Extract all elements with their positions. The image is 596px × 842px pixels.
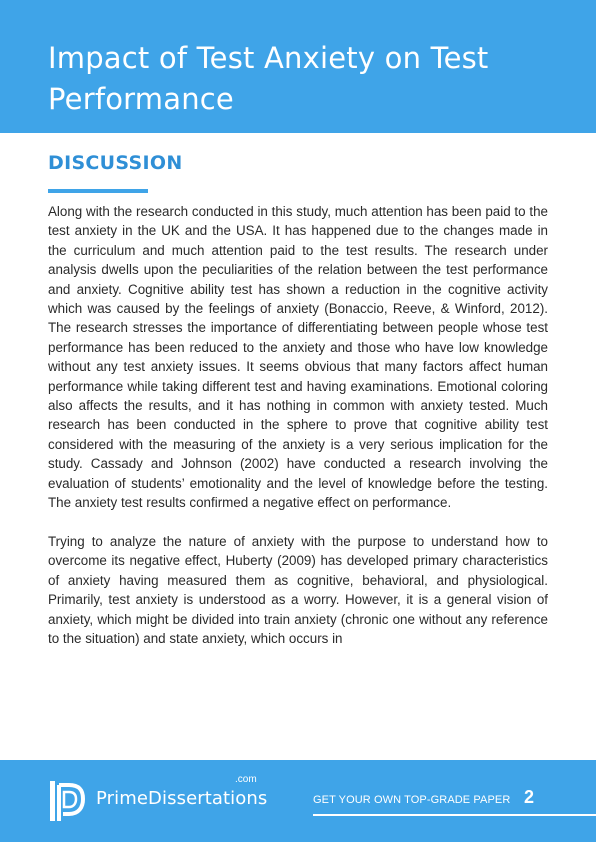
footer-banner [0,760,596,842]
document-title: Impact of Test Anxiety on Test Performance [48,41,489,116]
paragraph-1: Along with the research conducted in this study, much attention has been paid to the test anxiety in the UK and the USA. It has happened due to the changes made in the curriculum and much attention paid to the test results. The research under analysis dwells upon the peculiarities of the relation between the test performance and anxiety. Cognitive ability test has shown a reduction in the cognitive activity which was caused by the feelings of anxiety (Bonaccio, Reeve, & Winford, 2012). The research stresses the importance of differentiating between people whose test performance has been reduced to the anxiety and those who have low knowledge without any test anxiety issues. It seems obvious that many factors affect human performance while taking different test and having examinations. Emotional coloring also affects the results, and it has nothing in common with anxiety tested. Much research has been conducted in the sphere to prove that cognitive ability test considered with the measuring of the anxiety is a very serious implication for the study. Cassady and Johnson (2002) have conducted a research involving the evaluation of students’ emotionality and the level of knowledge before the testing. The anxiety test results confirmed a negative effect on performance. [48,204,548,511]
pd-monogram-icon [47,777,87,825]
paragraph-2: Trying to analyze the nature of anxiety with the purpose to understand how to overcome its negative effect, Huberty (2009) has developed primary characteristics of anxiety having measured them as cognitive, behavioral, and physiological. Primarily, test anxiety is understood as a worry. However, it is a general vision of anxiety, which might be divided into train anxiety (chronic one without any reference to the situation) and state anxiety, which occurs in [48,533,548,646]
cta-underline [313,814,596,816]
cta-link[interactable]: GET YOUR OWN TOP-GRADE PAPER [313,794,511,806]
logo-suffix: .com [235,774,257,785]
section-title-underline [48,189,148,193]
logo-wordmark[interactable]: PrimeDissertations [96,788,268,809]
section-title: DISCUSSION [48,152,183,174]
body-text [48,202,548,648]
header-banner [0,0,596,133]
page-number: 2 [524,787,535,807]
